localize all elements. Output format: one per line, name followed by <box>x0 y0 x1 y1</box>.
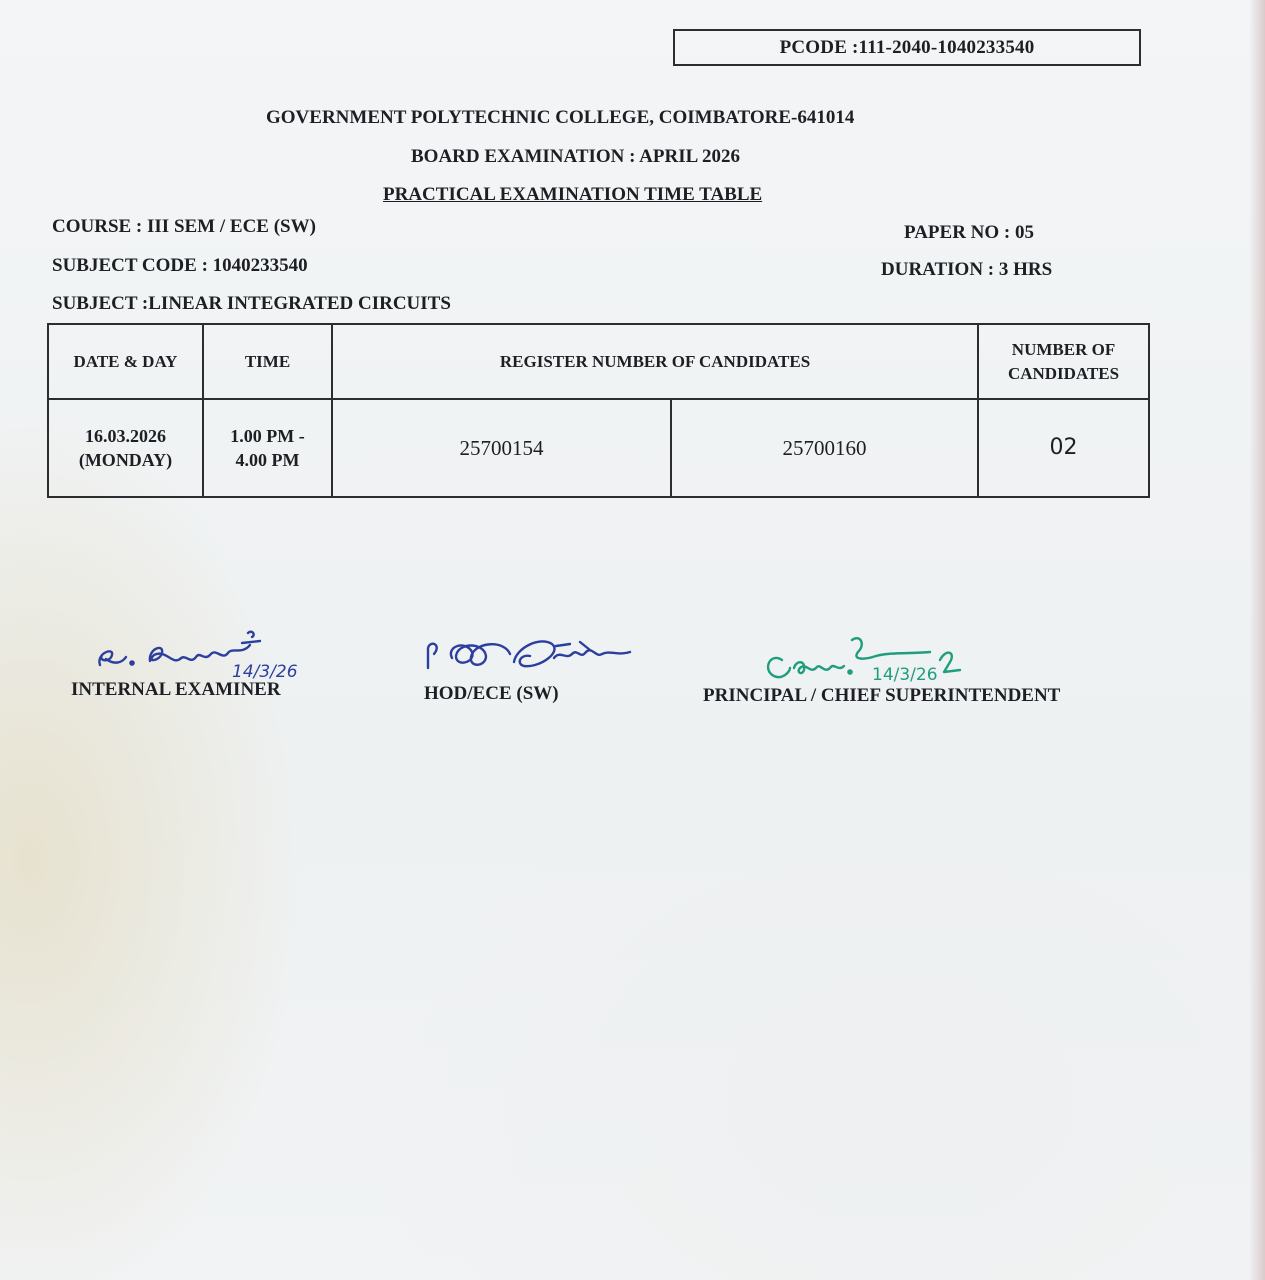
internal-examiner-date: 14/3/26 <box>232 662 298 682</box>
board-examination: BOARD EXAMINATION : APRIL 2026 <box>411 146 741 167</box>
hod-signature <box>420 628 650 686</box>
timetable-title: PRACTICAL EXAMINATION TIME TABLE <box>383 184 763 205</box>
internal-examiner-signature <box>92 625 322 685</box>
header-time: TIME <box>203 324 332 399</box>
cell-day: (MONDAY) <box>78 450 173 470</box>
timetable-table <box>47 323 1150 498</box>
cell-time <box>203 399 332 497</box>
cell-time-start: 1.00 PM - <box>230 426 305 446</box>
header-number-line1: NUMBER OF <box>1011 339 1116 359</box>
course-line: COURSE : III SEM / ECE (SW) <box>52 216 316 237</box>
duration: DURATION : 3 HRS <box>881 259 1053 280</box>
table-header-row <box>48 324 1149 399</box>
principal-label: PRINCIPAL / CHIEF SUPERINTENDENT <box>703 685 1061 706</box>
hod-label: HOD/ECE (SW) <box>424 683 559 704</box>
cell-time-end: 4.00 PM <box>235 450 300 470</box>
subject-code-line: SUBJECT CODE : 1040233540 <box>52 255 308 276</box>
principal-date: 14/3/26 <box>872 665 938 685</box>
cell-date: 16.03.2026 <box>85 426 166 446</box>
paper-edge-shadow <box>1249 0 1265 1280</box>
cell-date-day <box>48 399 203 497</box>
cell-candidate-count: 02 <box>978 399 1149 497</box>
cell-register-2: 25700160 <box>671 399 978 497</box>
header-register-numbers: REGISTER NUMBER OF CANDIDATES <box>332 324 978 399</box>
internal-examiner-label: INTERNAL EXAMINER <box>71 679 281 700</box>
principal-signature <box>760 630 990 688</box>
pcode-box: PCODE :111-2040-1040233540 <box>673 29 1141 66</box>
college-name: GOVERNMENT POLYTECHNIC COLLEGE, COIMBATORE-641014 <box>266 107 855 128</box>
table-row <box>48 399 1149 497</box>
paper-number: PAPER NO : 05 <box>904 222 1034 243</box>
header-number-of-candidates <box>978 324 1149 399</box>
header-number-line2: CANDIDATES <box>1007 363 1120 383</box>
subject-line: SUBJECT :LINEAR INTEGRATED CIRCUITS <box>52 293 451 314</box>
cell-register-1: 25700154 <box>332 399 671 497</box>
header-date-day: DATE & DAY <box>48 324 203 399</box>
